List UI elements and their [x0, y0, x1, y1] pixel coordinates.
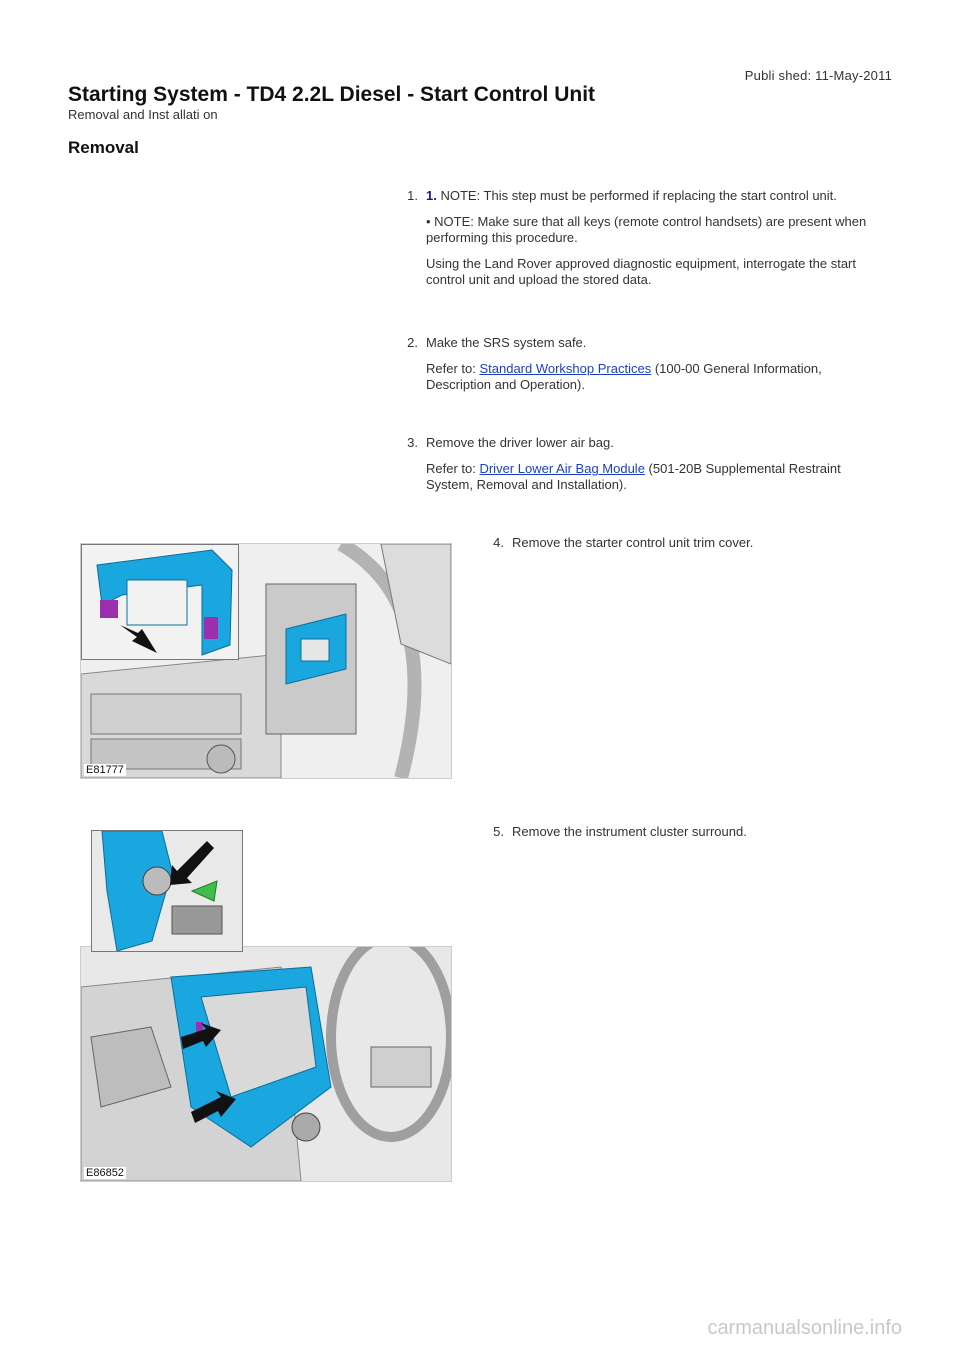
refer-prefix: Refer to:	[426, 461, 480, 476]
refer-suffix: (100-00 General Information, Description and Operation).	[426, 361, 822, 392]
driver-lower-air-bag-link[interactable]: Driver Lower Air Bag Module	[479, 461, 645, 476]
step-number: 1.	[407, 188, 418, 203]
detail-inset	[81, 544, 239, 660]
trim-cover-detail-drawing	[82, 545, 238, 659]
refer-suffix: (501-20B Supplemental Restraint System, Removal and Installation).	[426, 461, 841, 492]
step-number: 4.	[493, 535, 504, 550]
step-number: 3.	[407, 435, 418, 450]
step-refer	[426, 361, 888, 393]
standard-workshop-practices-link[interactable]: Standard Workshop Practices	[479, 361, 652, 376]
step-refer	[426, 461, 888, 493]
step-text: Remove the instrument cluster surround.	[512, 824, 747, 839]
step-number: 2.	[407, 335, 418, 350]
page-subtitle: Removal and Inst allati on	[68, 107, 218, 122]
step-text: Remove the driver lower air bag.	[426, 435, 614, 450]
step-text: Remove the starter control unit trim cover.	[512, 535, 754, 550]
step-note-2: • NOTE: Make sure that all keys (remote control handsets) are present when performing this procedure.	[426, 214, 867, 245]
published-date: Publi shed: 11-May-2011	[744, 68, 892, 83]
clip-detail-drawing	[92, 831, 242, 951]
figure-instrument-cluster-surround	[80, 946, 452, 1182]
refer-prefix: Refer to:	[426, 361, 480, 376]
step-text: Using the Land Rover approved diagnostic equipment, interrogate the start control unit and upload the stored data.	[426, 256, 856, 287]
step-number: 5.	[493, 824, 504, 839]
step-text: Make the SRS system safe.	[426, 335, 587, 350]
detail-inset-clip	[91, 830, 243, 952]
figure-caption: E86852	[86, 1167, 124, 1179]
step-note-text: NOTE: This step must be performed if replacing the start control unit.	[436, 188, 837, 203]
section-heading: Removal	[68, 138, 139, 157]
watermark: carmanualsonline.info	[707, 1317, 902, 1339]
step-note	[426, 188, 888, 204]
instrument-panel-illustration	[81, 947, 451, 1181]
figure-caption: E81777	[86, 764, 124, 776]
page-title: Starting System - TD4 2.2L Diesel - Start Control Unit	[68, 83, 596, 106]
step-note-bold: 1.	[426, 188, 437, 203]
figure-start-control-unit-trim	[80, 543, 452, 779]
